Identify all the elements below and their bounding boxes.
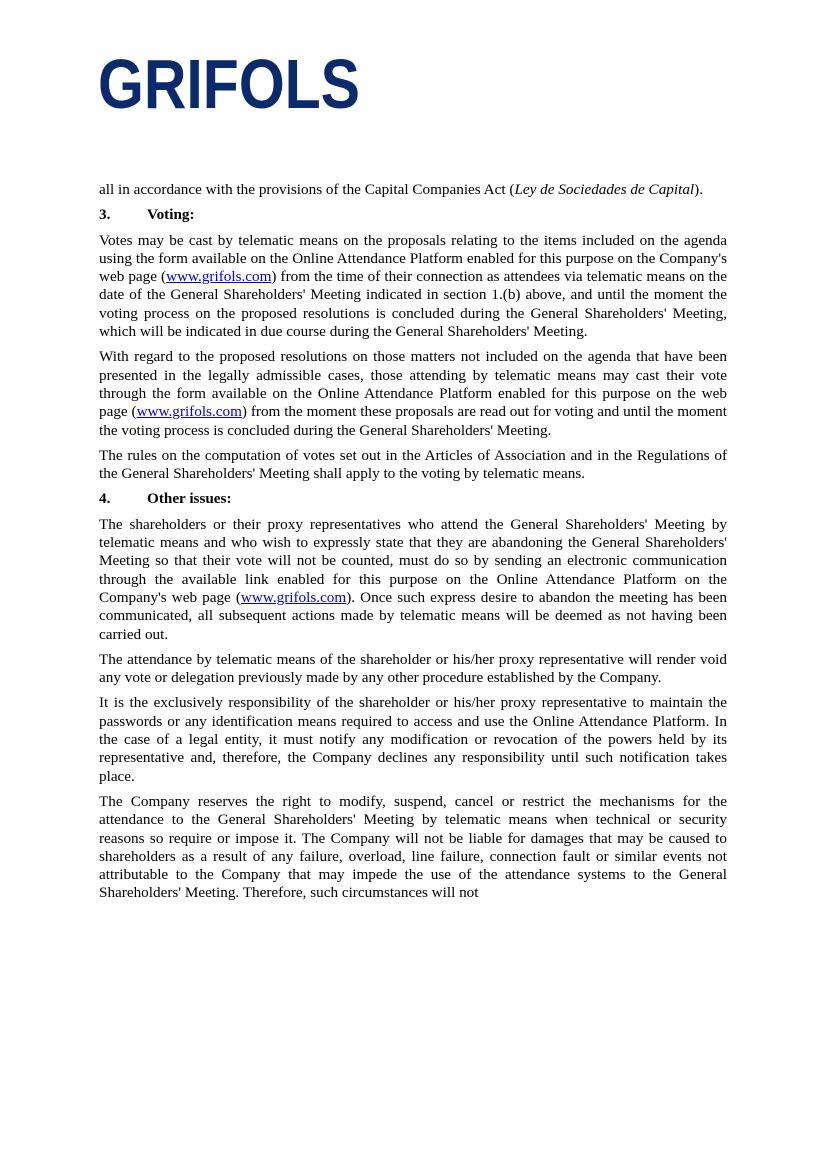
document-body <box>99 181 727 910</box>
section-4-heading <box>99 490 727 508</box>
section-number: 4. <box>99 490 111 508</box>
other-issues-paragraph-2: The attendance by telematic means of the shareholder or his/her proxy representative will render void any vote or delegation previously made by any other procedure established by the Company. <box>99 650 727 687</box>
voting-paragraph-2: With regard to the proposed resolutions on those matters not included on the agenda that have been presented in the legally admissible cases, those attending by telematic means may cast their vote through the form available on the Online Attendance Platform enabled for this purpose on the web page (www.grifols.com) from the moment these proposals are read out for voting and until the moment the voting process is concluded during the General Shareholders' Meeting. <box>99 348 727 439</box>
section-title: Other issues: <box>147 490 232 508</box>
grifols-website-link[interactable]: www.grifols.com <box>136 403 242 421</box>
section-3-heading <box>99 206 727 224</box>
grifols-logo-graphic <box>98 45 368 123</box>
grifols-website-link[interactable]: www.grifols.com <box>240 588 347 606</box>
other-issues-paragraph-3: It is the exclusively responsibility of the shareholder or his/her proxy representative to maintain the passwords or any identification means required to access and use the Online Attendance Platform. In the case of a legal entity, it must notify any modification or revocation of the powers held by its representative and, therefore, the Company declines any responsibility until such notification takes place. <box>99 694 727 785</box>
section-number: 3. <box>99 206 111 224</box>
section-title: Voting: <box>147 206 195 224</box>
grifols-website-link[interactable]: www.grifols.com <box>166 268 272 286</box>
other-issues-paragraph-4: The Company reserves the right to modify, suspend, cancel or restrict the mechanisms for the attendance to the General Shareholders' Meeting by telematic means when technical or security reasons so require or impose it. The Company will not be liable for damages that may be caused to shareholders as a result of any failure, overload, line failure, connection fault or similar events not attributable to the Company that may impede the use of the attendance systems to the General Shareholders' Meeting. Therefore, such circumstances will not <box>99 792 727 902</box>
voting-paragraph-3: The rules on the computation of votes set out in the Articles of Association and in the Regulations of the General Shareholders' Meeting shall apply to the voting by telematic means. <box>99 446 727 483</box>
intro-italic: Ley de Sociedades de Capital <box>514 181 695 198</box>
intro-paragraph: all in accordance with the provisions of the Capital Companies Act (Ley de Sociedades de Capital). <box>99 181 703 198</box>
voting-paragraph-1: Votes may be cast by telematic means on the proposals relating to the items included on the agenda using the form available on the Online Attendance Platform enabled for this purpose on the Company's web page (www.grifols.com) from the time of their connection as attendees via telematic means on the date of the General Shareholders' Meeting indicated in section 1.(b) above, and until the moment the voting process on the proposed resolutions is concluded during the General Shareholders' Meeting, which will be indicated in due course during the General Shareholders' Meeting. <box>99 231 727 341</box>
other-issues-paragraph-1: The shareholders or their proxy representatives who attend the General Shareholders' Meeting by telematic means and who wish to expressly state that they are abandoning the General Shareholders' Meeting so that their vote will not be counted, must do so by sending an electronic communication through the available link enabled for this purpose on the Online Attendance Platform on the Company's web page (www.grifols.com). Once such express desire to abandon the meeting has been communicated, all subsequent actions made by telematic means will be deemed as not having been carried out. <box>99 515 727 643</box>
grifols-logo <box>98 45 368 123</box>
logo-wordmark: GRIFOLS <box>98 45 360 123</box>
